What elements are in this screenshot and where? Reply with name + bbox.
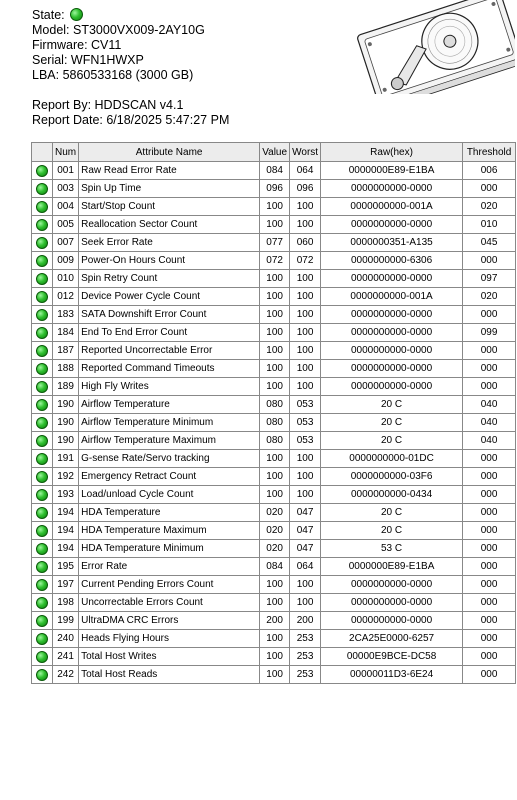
attribute-num: 009 [53,252,79,270]
attribute-value: 080 [260,414,290,432]
attribute-value: 080 [260,396,290,414]
status-cell [32,324,53,342]
attribute-name: Total Host Reads [79,666,260,684]
attribute-raw: 0000000000-0000 [321,180,463,198]
attribute-num: 199 [53,612,79,630]
attribute-raw: 20 C [321,522,463,540]
green-status-icon [36,183,48,195]
green-status-icon [36,525,48,537]
attribute-num: 004 [53,198,79,216]
attribute-worst: 047 [290,522,321,540]
attribute-num: 184 [53,324,79,342]
attribute-num: 190 [53,414,79,432]
green-status-icon [36,543,48,555]
status-cell [32,288,53,306]
attribute-num: 190 [53,432,79,450]
attribute-num: 190 [53,396,79,414]
attribute-num: 191 [53,450,79,468]
table-row [32,162,516,180]
status-cell [32,522,53,540]
attribute-num: 241 [53,648,79,666]
attribute-worst: 100 [290,324,321,342]
attribute-name: End To End Error Count [79,324,260,342]
table-header-row [32,143,516,162]
status-cell [32,360,53,378]
header-worst: Worst [290,143,321,162]
table-row [32,216,516,234]
attribute-threshold: 020 [463,198,516,216]
attribute-worst: 253 [290,666,321,684]
status-cell [32,540,53,558]
attribute-value: 100 [260,648,290,666]
header-attribute-name: Attribute Name [79,143,260,162]
status-cell [32,306,53,324]
attribute-value: 100 [260,486,290,504]
attribute-worst: 100 [290,378,321,396]
green-status-icon [36,579,48,591]
header-threshold: Threshold [463,143,516,162]
attribute-worst: 253 [290,648,321,666]
status-cell [32,198,53,216]
attribute-name: Raw Read Error Rate [79,162,260,180]
attribute-value: 100 [260,666,290,684]
attribute-num: 242 [53,666,79,684]
attribute-value: 100 [260,630,290,648]
model-line: Model: ST3000VX009-2AY10G [32,23,205,37]
table-row [32,270,516,288]
attribute-threshold: 010 [463,216,516,234]
attribute-worst: 100 [290,306,321,324]
hard-drive-icon [355,0,515,94]
table-row [32,594,516,612]
green-status-icon [36,291,48,303]
attribute-raw: 0000000E89-E1BA [321,558,463,576]
attribute-value: 096 [260,180,290,198]
table-row [32,414,516,432]
green-status-icon [36,615,48,627]
attribute-threshold: 000 [463,504,516,522]
attribute-name: Airflow Temperature Maximum [79,432,260,450]
attribute-num: 187 [53,342,79,360]
green-status-icon [36,381,48,393]
status-cell [32,468,53,486]
green-status-icon [36,327,48,339]
status-cell [32,666,53,684]
lba-line: LBA: 5860533168 (3000 GB) [32,68,194,82]
attribute-raw: 0000000000-0000 [321,270,463,288]
attribute-num: 188 [53,360,79,378]
attribute-worst: 100 [290,288,321,306]
attribute-threshold: 045 [463,234,516,252]
attribute-threshold: 099 [463,324,516,342]
attribute-name: Emergency Retract Count [79,468,260,486]
status-cell [32,648,53,666]
attribute-value: 072 [260,252,290,270]
attribute-num: 193 [53,486,79,504]
drive-info [32,8,229,128]
attribute-value: 084 [260,162,290,180]
status-cell [32,252,53,270]
status-cell [32,216,53,234]
attribute-name: Reported Uncorrectable Error [79,342,260,360]
green-status-icon [36,363,48,375]
table-row [32,630,516,648]
attribute-raw: 0000000000-01DC [321,450,463,468]
attribute-name: High Fly Writes [79,378,260,396]
attribute-num: 194 [53,522,79,540]
green-status-icon [36,309,48,321]
attribute-worst: 100 [290,468,321,486]
table-row [32,342,516,360]
attribute-name: Current Pending Errors Count [79,576,260,594]
serial-line: Serial: WFN1HWXP [32,53,144,67]
attribute-name: Reallocation Sector Count [79,216,260,234]
attribute-threshold: 000 [463,594,516,612]
attribute-num: 195 [53,558,79,576]
attribute-value: 200 [260,612,290,630]
attribute-worst: 200 [290,612,321,630]
attribute-raw: 0000000000-0000 [321,576,463,594]
attribute-raw: 2CA25E0000-6257 [321,630,463,648]
attribute-value: 100 [260,450,290,468]
attribute-threshold: 000 [463,252,516,270]
attribute-threshold: 040 [463,432,516,450]
attribute-raw: 0000000000-6306 [321,252,463,270]
attribute-worst: 100 [290,342,321,360]
attribute-value: 100 [260,270,290,288]
attribute-raw: 20 C [321,504,463,522]
attribute-name: HDA Temperature Minimum [79,540,260,558]
table-row [32,666,516,684]
attribute-value: 100 [260,198,290,216]
attribute-worst: 053 [290,414,321,432]
attribute-value: 020 [260,522,290,540]
header-value: Value [260,143,290,162]
attribute-threshold: 006 [463,162,516,180]
status-cell [32,594,53,612]
state-label: State: [32,8,65,22]
attribute-threshold: 000 [463,540,516,558]
attribute-raw: 0000000000-03F6 [321,468,463,486]
header-raw: Raw(hex) [321,143,463,162]
table-row [32,576,516,594]
attribute-worst: 100 [290,360,321,378]
attribute-value: 100 [260,324,290,342]
attribute-num: 183 [53,306,79,324]
attribute-threshold: 020 [463,288,516,306]
table-row [32,288,516,306]
status-cell [32,486,53,504]
attribute-threshold: 000 [463,648,516,666]
attribute-raw: 00000E9BCE-DC58 [321,648,463,666]
table-row [32,234,516,252]
attribute-threshold: 040 [463,414,516,432]
table-row [32,468,516,486]
green-status-icon [36,201,48,213]
attribute-worst: 072 [290,252,321,270]
attribute-threshold: 040 [463,396,516,414]
table-row [32,252,516,270]
attribute-num: 194 [53,540,79,558]
attribute-num: 012 [53,288,79,306]
status-cell [32,432,53,450]
green-status-icon [36,399,48,411]
attribute-worst: 100 [290,270,321,288]
attribute-name: Uncorrectable Errors Count [79,594,260,612]
attribute-threshold: 097 [463,270,516,288]
attribute-worst: 053 [290,396,321,414]
attribute-name: HDA Temperature Maximum [79,522,260,540]
attribute-raw: 20 C [321,414,463,432]
attribute-threshold: 000 [463,612,516,630]
attribute-num: 240 [53,630,79,648]
table-row [32,360,516,378]
attribute-value: 020 [260,540,290,558]
table-row [32,486,516,504]
attribute-value: 100 [260,306,290,324]
attribute-num: 003 [53,180,79,198]
attribute-name: Power-On Hours Count [79,252,260,270]
firmware-line: Firmware: CV11 [32,38,122,52]
attribute-raw: 0000000000-0000 [321,342,463,360]
status-cell [32,450,53,468]
attribute-num: 189 [53,378,79,396]
status-cell [32,180,53,198]
attribute-value: 077 [260,234,290,252]
attribute-name: Error Rate [79,558,260,576]
attribute-raw: 0000000000-0000 [321,216,463,234]
attribute-name: UltraDMA CRC Errors [79,612,260,630]
attribute-name: Seek Error Rate [79,234,260,252]
green-status-icon [36,633,48,645]
attribute-threshold: 000 [463,522,516,540]
attribute-threshold: 000 [463,342,516,360]
green-status-icon [36,489,48,501]
report-by-line: Report By: HDDSCAN v4.1 [32,98,184,112]
attribute-name: Total Host Writes [79,648,260,666]
attribute-value: 084 [260,558,290,576]
attribute-raw: 0000000000-001A [321,198,463,216]
green-status-icon [36,453,48,465]
attribute-raw: 20 C [321,432,463,450]
attribute-worst: 096 [290,180,321,198]
attribute-raw: 0000000000-0434 [321,486,463,504]
status-cell [32,270,53,288]
green-status-icon [36,417,48,429]
attribute-name: Reported Command Timeouts [79,360,260,378]
status-cell [32,504,53,522]
table-row [32,504,516,522]
green-status-icon [36,435,48,447]
attribute-value: 100 [260,378,290,396]
attribute-value: 100 [260,216,290,234]
attribute-worst: 047 [290,504,321,522]
status-cell [32,378,53,396]
attribute-threshold: 000 [463,576,516,594]
green-status-icon [36,273,48,285]
attribute-name: Airflow Temperature [79,396,260,414]
status-cell [32,234,53,252]
attribute-value: 100 [260,342,290,360]
attribute-threshold: 000 [463,666,516,684]
attribute-worst: 100 [290,216,321,234]
green-status-icon [36,507,48,519]
green-status-icon [36,165,48,177]
attribute-name: Spin Retry Count [79,270,260,288]
attribute-num: 194 [53,504,79,522]
green-status-icon [36,669,48,681]
attribute-name: HDA Temperature [79,504,260,522]
green-status-icon [36,219,48,231]
attribute-worst: 053 [290,432,321,450]
header-status [32,143,53,162]
attribute-raw: 0000000000-0000 [321,360,463,378]
green-status-icon [36,237,48,249]
attribute-threshold: 000 [463,630,516,648]
green-status-icon [36,651,48,663]
table-row [32,522,516,540]
status-cell [32,414,53,432]
table-row [32,612,516,630]
attribute-name: Heads Flying Hours [79,630,260,648]
attribute-name: Load/unload Cycle Count [79,486,260,504]
green-status-icon [36,597,48,609]
attribute-worst: 047 [290,540,321,558]
table-row [32,540,516,558]
attribute-threshold: 000 [463,450,516,468]
attribute-threshold: 000 [463,558,516,576]
attribute-threshold: 000 [463,180,516,198]
green-status-icon [36,345,48,357]
attribute-num: 197 [53,576,79,594]
table-row [32,396,516,414]
attribute-value: 100 [260,360,290,378]
table-row [32,180,516,198]
attribute-raw: 0000000000-001A [321,288,463,306]
state-row [32,8,229,23]
attribute-num: 005 [53,216,79,234]
smart-attributes-table [31,142,516,684]
attribute-threshold: 000 [463,378,516,396]
attribute-raw: 0000000000-0000 [321,378,463,396]
attribute-raw: 0000000000-0000 [321,594,463,612]
attribute-num: 198 [53,594,79,612]
attribute-num: 010 [53,270,79,288]
state-ok-icon [70,8,83,21]
attribute-value: 100 [260,288,290,306]
attribute-num: 001 [53,162,79,180]
green-status-icon [36,471,48,483]
attribute-worst: 100 [290,594,321,612]
status-cell [32,558,53,576]
green-status-icon [36,561,48,573]
table-row [32,378,516,396]
attribute-worst: 253 [290,630,321,648]
table-row [32,450,516,468]
table-row [32,198,516,216]
status-cell [32,576,53,594]
attribute-worst: 064 [290,162,321,180]
attribute-value: 100 [260,468,290,486]
attribute-raw: 00000011D3-6E24 [321,666,463,684]
attribute-value: 100 [260,594,290,612]
attribute-worst: 060 [290,234,321,252]
attribute-value: 020 [260,504,290,522]
header-num: Num [53,143,79,162]
attribute-num: 192 [53,468,79,486]
attribute-raw: 0000000000-0000 [321,324,463,342]
attribute-name: Spin Up Time [79,180,260,198]
attribute-name: Device Power Cycle Count [79,288,260,306]
attribute-raw: 53 C [321,540,463,558]
attribute-name: Start/Stop Count [79,198,260,216]
attribute-worst: 100 [290,198,321,216]
status-cell [32,396,53,414]
attribute-worst: 100 [290,450,321,468]
attribute-threshold: 000 [463,486,516,504]
attribute-raw: 0000000E89-E1BA [321,162,463,180]
attribute-raw: 0000000000-0000 [321,612,463,630]
table-row [32,558,516,576]
attribute-threshold: 000 [463,468,516,486]
table-row [32,306,516,324]
status-cell [32,612,53,630]
status-cell [32,630,53,648]
attribute-threshold: 000 [463,360,516,378]
attribute-num: 007 [53,234,79,252]
attribute-worst: 100 [290,486,321,504]
table-row [32,324,516,342]
table-row [32,648,516,666]
attribute-raw: 0000000000-0000 [321,306,463,324]
attribute-name: G-sense Rate/Servo tracking [79,450,260,468]
status-cell [32,162,53,180]
table-row [32,432,516,450]
attribute-value: 100 [260,576,290,594]
attribute-worst: 064 [290,558,321,576]
attribute-raw: 0000000351-A135 [321,234,463,252]
attribute-worst: 100 [290,576,321,594]
attribute-name: SATA Downshift Error Count [79,306,260,324]
status-cell [32,342,53,360]
attribute-threshold: 000 [463,306,516,324]
attribute-name: Airflow Temperature Minimum [79,414,260,432]
attribute-raw: 20 C [321,396,463,414]
green-status-icon [36,255,48,267]
attribute-value: 080 [260,432,290,450]
report-date-line: Report Date: 6/18/2025 5:47:27 PM [32,113,230,127]
